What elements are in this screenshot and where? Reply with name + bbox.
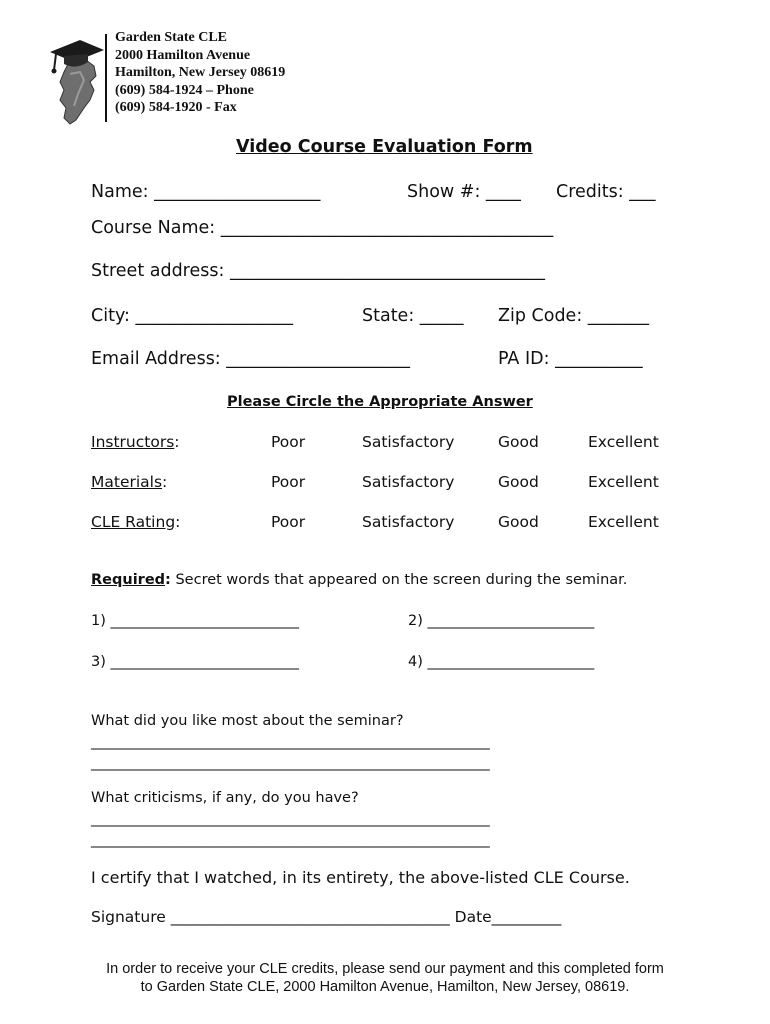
- org-street: 2000 Hamilton Avenue: [115, 47, 251, 63]
- option-satisfactory[interactable]: Satisfactory: [362, 473, 455, 491]
- option-good[interactable]: Good: [498, 473, 539, 491]
- option-excellent[interactable]: Excellent: [588, 513, 659, 531]
- option-excellent[interactable]: Excellent: [588, 433, 659, 451]
- org-fax: (609) 584-1920 - Fax: [115, 100, 237, 116]
- rating-row-label: CLE Rating:: [91, 513, 181, 531]
- email-field[interactable]: Email Address: _____________________: [91, 349, 411, 369]
- secret-word-2-field[interactable]: 2) _______________________: [408, 613, 595, 629]
- secret-word-1-field[interactable]: 1) __________________________: [91, 613, 299, 629]
- form-title: Video Course Evaluation Form: [236, 137, 533, 157]
- rating-row-label: Instructors:: [91, 433, 180, 451]
- letterhead-divider: [105, 34, 107, 122]
- liked-answer-line[interactable]: _______________________________________________________: [91, 755, 490, 771]
- footer-line-2: to Garden State CLE, 2000 Hamilton Avenue, Hamilton, New Jersey, 08619.: [140, 979, 630, 995]
- org-phone: (609) 584-1924 – Phone: [115, 82, 254, 98]
- footer-instructions: [0, 960, 770, 996]
- signature-date-line[interactable]: Signature ____________________________________ Date_________: [91, 908, 562, 926]
- criticisms-question: What criticisms, if any, do you have?: [91, 790, 359, 806]
- street-address-field[interactable]: Street address: ____________________________________: [91, 261, 545, 281]
- certification-statement: I certify that I watched, in its entirety, the above-listed CLE Course.: [91, 868, 630, 887]
- option-poor[interactable]: Poor: [271, 473, 306, 491]
- ratings-heading: Please Circle the Appropriate Answer: [227, 394, 533, 410]
- option-excellent[interactable]: Excellent: [588, 473, 659, 491]
- criticisms-answer-line[interactable]: _______________________________________________________: [91, 832, 490, 848]
- option-poor[interactable]: Poor: [271, 513, 306, 531]
- city-field[interactable]: City: __________________: [91, 306, 293, 326]
- criticisms-answer-line[interactable]: _______________________________________________________: [91, 811, 490, 827]
- org-city: Hamilton, New Jersey 08619: [115, 65, 286, 81]
- name-field[interactable]: Name: ___________________: [91, 182, 321, 202]
- secret-word-3-field[interactable]: 3) __________________________: [91, 654, 299, 670]
- secret-words-prompt: Required: Secret words that appeared on the screen during the seminar.: [91, 572, 628, 588]
- letterhead-address: [115, 29, 285, 117]
- state-field[interactable]: State: _____: [362, 306, 464, 326]
- graduation-cap-nj-logo: [46, 34, 106, 126]
- option-good[interactable]: Good: [498, 433, 539, 451]
- zip-code-field[interactable]: Zip Code: _______: [498, 306, 650, 326]
- rating-row-label: Materials:: [91, 473, 168, 491]
- course-name-field[interactable]: Course Name: ______________________________________: [91, 218, 554, 238]
- liked-question: What did you like most about the seminar?: [91, 713, 404, 729]
- option-poor[interactable]: Poor: [271, 433, 306, 451]
- show-number-field[interactable]: Show #: ____: [407, 182, 521, 202]
- secret-word-4-field[interactable]: 4) _______________________: [408, 654, 595, 670]
- liked-answer-line[interactable]: _______________________________________________________: [91, 734, 490, 750]
- option-good[interactable]: Good: [498, 513, 539, 531]
- option-satisfactory[interactable]: Satisfactory: [362, 433, 455, 451]
- org-name: Garden State CLE: [115, 30, 227, 45]
- pa-id-field[interactable]: PA ID: __________: [498, 349, 643, 369]
- option-satisfactory[interactable]: Satisfactory: [362, 513, 455, 531]
- credits-field[interactable]: Credits: ___: [556, 182, 656, 202]
- footer-line-1: In order to receive your CLE credits, please send our payment and this completed form: [106, 961, 664, 977]
